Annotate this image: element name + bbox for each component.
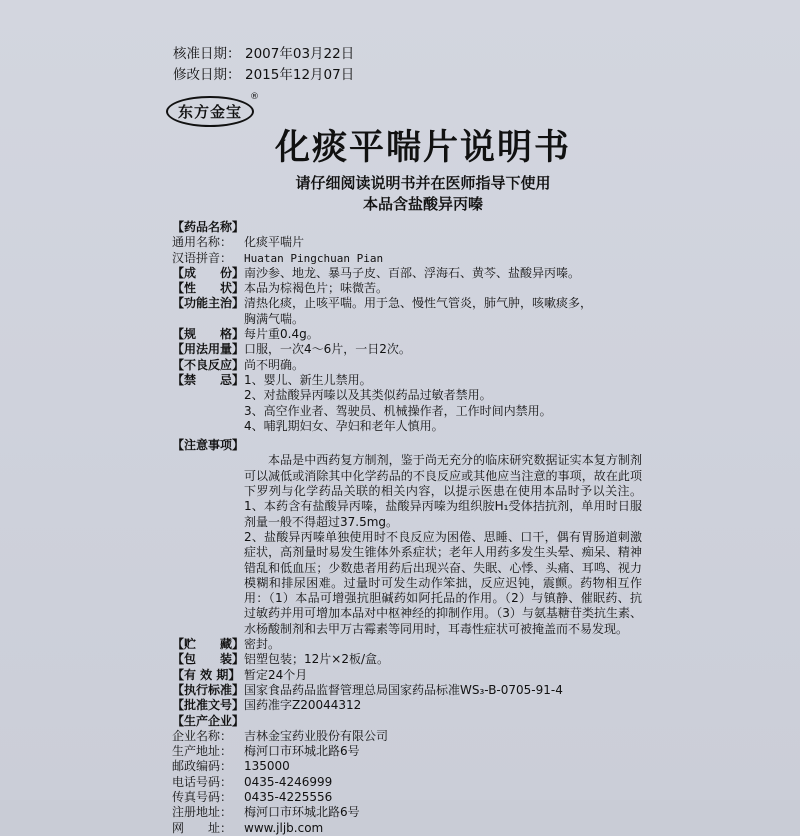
modify-date-row: [173, 65, 354, 86]
subtitle-instruction: 请仔细阅读说明书并在医师指导下使用: [295, 174, 551, 192]
approve-date-row: [173, 44, 354, 65]
modify-date-value: 2015年12月07日: [245, 67, 355, 83]
appearance-label: 【性 状】: [172, 281, 245, 296]
dates-block: [173, 44, 354, 86]
storage-label: 【贮 藏】: [172, 637, 245, 652]
indication-label: 【功能主治】: [172, 296, 245, 311]
field-company: [172, 729, 642, 744]
standard-value: 国家食品药品监督管理总局国家药品标准WS₃-B-0705-91-4: [244, 682, 563, 697]
contra-label: 【禁 忌】: [172, 372, 245, 387]
caution-paragraph-2: 2、盐酸异丙嗪单独使用时不良反应为困倦、思睡、口干，偶有胃肠道刺激症状，高剂量时易发生锥体外系症状；老年人用药多发生头晕、痴呆、精神错乱和低血压；少数患者用药后出现兴奋、失眠、心悸、头痛、耳鸣、视力模糊和排尿困难。过量时可发生动作笨拙，反应迟钝，震颤。药物相互作用：（1）本品可增强抗胆碱药如阿托品的作用。（2）与镇静、催眠药、抗过敏药并用可增加本品对中枢神经的抑制作用。（3）与氨基糖苷类抗生素、水杨酸制剂和去甲万古霉素等同用时，耳毒性症状可被掩盖而不易发现。: [244, 529, 642, 636]
fax-label: 传真号码：: [172, 789, 233, 804]
appearance-value: 本品为棕褐色片；味微苦。: [244, 281, 389, 296]
website-label: 网 址：: [172, 820, 233, 835]
field-appearance: [172, 281, 642, 296]
reg-address-value: 梅河口市环城北路6号: [244, 805, 360, 820]
field-common-name: [172, 235, 642, 250]
phone-value: 0435-4246999: [244, 774, 333, 789]
document-title: 化痰平喘片说明书: [274, 128, 571, 168]
validity-label: 【有 效 期】: [172, 667, 241, 682]
adverse-value: 尚不明确。: [244, 357, 305, 372]
field-composition: [172, 266, 642, 281]
field-fax: [172, 790, 642, 805]
address-value: 梅河口市环城北路6号: [244, 744, 360, 759]
adverse-label: 【不良反应】: [172, 357, 245, 372]
pinyin-label: 汉语拼音：: [172, 250, 233, 265]
caution-label: 【注意事项】: [172, 438, 245, 453]
fax-value: 0435-4225556: [244, 789, 333, 804]
address-label: 生产地址：: [172, 744, 233, 759]
leaflet-fields: [172, 220, 642, 836]
contra-item-2: 2、对盐酸异丙嗪以及其类似药品过敏者禁用。: [244, 388, 492, 403]
field-address: [172, 744, 642, 759]
field-dosage: [172, 342, 642, 357]
field-package: [172, 652, 642, 667]
contra-item-4: 4、哺乳期妇女、孕妇和老年人慎用。: [244, 418, 444, 433]
spec-value: 每片重0.4g。: [244, 327, 319, 342]
drug-name-label: 【药品名称】: [172, 220, 245, 234]
company-label: 企业名称：: [172, 728, 233, 743]
field-indication: [172, 296, 642, 327]
postcode-label: 邮政编码：: [172, 759, 233, 774]
caution-paragraph-1: 本品是中西药复方制剂，鉴于尚无充分的临床研究数据证实本复方制剂可以减低或消除其中化学药品的不良反应或其他应当注意的事项，故在此项下罗列与化学药品关联的相关内容，以提示医患在使用本品时予以关注。1、本药含有盐酸异丙嗪，盐酸异丙嗪为组织胺H₁受体拮抗剂，单用时日服剂量一般不得超过37.5mg。: [244, 453, 642, 529]
reg-address-label: 注册地址：: [172, 805, 233, 820]
field-storage: [172, 637, 642, 652]
field-cautions: [172, 438, 642, 453]
approval-value: 国药准字Z20044312: [244, 698, 362, 713]
pinyin-value: Huatan Pingchuan Pian: [244, 251, 384, 265]
contra-item-3: 3、高空作业者、驾驶员、机械操作者，工作时间内禁用。: [244, 403, 552, 418]
field-approval: [172, 698, 642, 713]
package-value: 铝塑包装；12片×2板/盒。: [244, 652, 390, 667]
field-postcode: [172, 759, 642, 774]
standard-label: 【执行标准】: [172, 682, 245, 697]
field-website: [172, 821, 642, 836]
composition-value: 南沙参、地龙、暴马子皮、百部、浮海石、黄芩、盐酸异丙嗪。: [244, 265, 581, 280]
approve-date-label: 核准日期：: [173, 46, 241, 62]
common-name-value: 化痰平喘片: [244, 235, 305, 250]
field-reg-address: [172, 805, 642, 820]
field-spec: [172, 327, 642, 342]
website-link[interactable]: www.jljb.com: [244, 820, 324, 835]
field-standard: [172, 683, 642, 698]
phone-label: 电话号码：: [172, 774, 233, 789]
composition-label: 【成 份】: [172, 265, 245, 280]
modify-date-label: 修改日期：: [173, 67, 241, 83]
approval-label: 【批准文号】: [172, 698, 245, 713]
field-pinyin: [172, 251, 642, 266]
storage-value: 密封。: [244, 637, 281, 652]
manufacturer-label: 【生产企业】: [172, 713, 245, 728]
common-name-label: 通用名称：: [172, 235, 233, 250]
contra-item-1: 1、婴儿、新生儿禁用。: [244, 372, 372, 387]
approve-date-value: 2007年03月22日: [245, 46, 355, 62]
dosage-value: 口服，一次4～6片，一日2次。: [244, 342, 411, 357]
field-drug-name: [172, 220, 642, 235]
validity-value: 暂定24个月: [244, 667, 308, 682]
registered-mark: ®: [250, 92, 259, 102]
indication-line-2: 胸满气喘。: [244, 311, 305, 326]
spec-label: 【规 格】: [172, 327, 245, 342]
field-adverse: [172, 358, 642, 373]
dosage-label: 【用法用量】: [172, 342, 245, 357]
indication-line-1: 清热化痰，止咳平喘。用于急、慢性气管炎，肺气肿，咳嗽痰多，: [244, 296, 593, 311]
company-value: 吉林金宝药业股份有限公司: [244, 728, 389, 743]
field-phone: [172, 775, 642, 790]
brand-logo: 东方金宝: [166, 96, 254, 127]
field-validity: [172, 668, 642, 683]
postcode-value: 135000: [244, 759, 290, 774]
field-manufacturer: [172, 714, 642, 729]
field-contraindications: [172, 373, 642, 434]
subtitle-ingredient-note: 本品含盐酸异丙嗪: [362, 195, 483, 213]
package-label: 【包 装】: [172, 652, 245, 667]
